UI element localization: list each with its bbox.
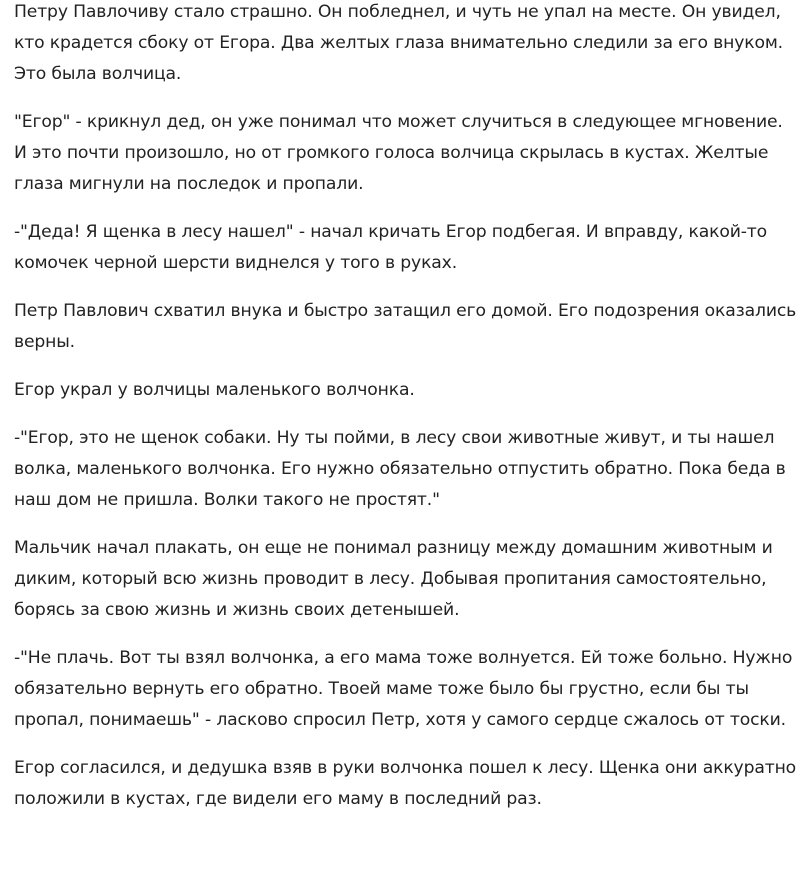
paragraph: Егор согласился, и дедушка взяв в руки волчонка пошел к лесу. Щенка они аккуратно положили в кустах, где видели его маму в последний раз. <box>14 758 797 809</box>
paragraph: Петр Павлович схватил внука и быстро затащил его домой. Его подозрения оказались верны. <box>14 301 797 352</box>
paragraph: Егор украл у волчицы маленького волчонка. <box>14 380 415 400</box>
paragraph: Петру Павлочиву стало страшно. Он побледнел, и чуть не упал на месте. Он увидел, кто крадется сбоку от Егора. Два желтых глаза внимательно следили за его внуком. Это была волчица. <box>14 2 783 84</box>
paragraph: -"Егор, это не щенок собаки. Ну ты пойми, в лесу свои животные живут, и ты нашел волка, маленького волчонка. Его нужно обязательно отпустить обратно. Пока беда в наш дом не пришла. Волки такого не простят." <box>14 428 786 510</box>
paragraph: -"Не плачь. Вот ты взял волчонка, а его мама тоже волнуется. Ей тоже больно. Нужно обязательно вернуть его обратно. Твоей маме тоже было бы грустно, если бы ты пропал, понимаешь" - ласково спросил Петр, хотя у самого сердце сжалось от тоски. <box>14 648 793 730</box>
paragraph: Мальчик начал плакать, он еще не понимал разницу между домашним животным и диким, который всю жизнь проводит в лесу. Добывая пропитания самостоятельно, борясь за свою жизнь и жизнь своих детенышей. <box>14 538 773 620</box>
paragraph: -"Деда! Я щенка в лесу нашел" - начал кричать Егор подбегая. И вправду, какой-то комочек черной шерсти виднелся у того в руках. <box>14 222 768 273</box>
paragraph: "Егор" - крикнул дед, он уже понимал что может случиться в следующее мгновение. И это почти произошло, но от громкого голоса волчица скрылась в кустах. Желтые глаза мигнули на последок и пропали. <box>14 112 783 194</box>
